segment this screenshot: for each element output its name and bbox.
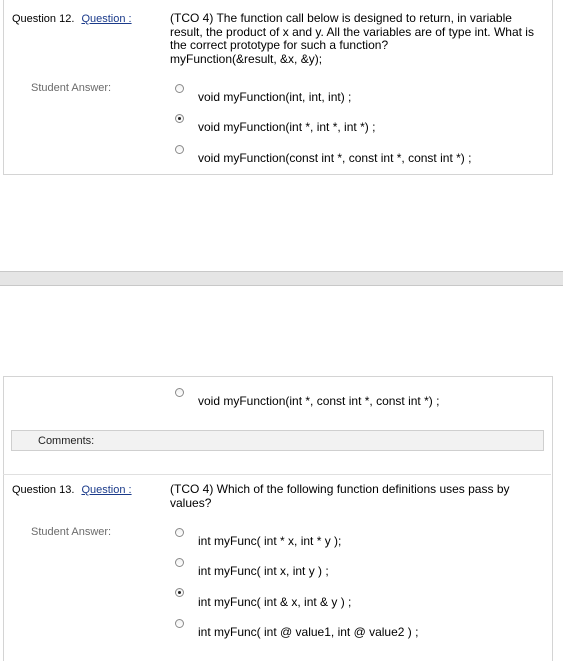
question-12-text — [170, 12, 540, 66]
answer-option-text: int myFunc( int @ value1, int @ value2 ) ; — [198, 625, 419, 639]
question-13-header — [12, 484, 132, 496]
answer-option-text: int myFunc( int * x, int * y ); — [198, 534, 342, 548]
answer-option-text: void myFunction(int *, int *, int *) ; — [198, 120, 376, 134]
answer-option-text: void myFunction(const int *, const int *, const int *) ; — [198, 151, 472, 165]
answer-option-text: int myFunc( int x, int y ) ; — [198, 564, 329, 578]
question-12-header — [12, 13, 132, 25]
student-answer-label: Student Answer: — [31, 526, 112, 538]
student-answer-label: Student Answer: — [31, 82, 112, 94]
answer-radio-selected[interactable] — [175, 114, 184, 123]
answer-option-text: void myFunction(int *, const int *, const int *) ; — [198, 394, 440, 408]
comments-box — [11, 430, 544, 451]
comments-label: Comments: — [38, 435, 95, 447]
question-13-text-line: (TCO 4) Which of the following function definitions uses pass by — [170, 482, 510, 496]
answer-option-text: void myFunction(int, int, int) ; — [198, 90, 352, 104]
page-separator — [0, 271, 563, 286]
answer-radio[interactable] — [175, 145, 184, 154]
question-12-text-line: the correct prototype for such a function? — [170, 38, 389, 52]
question-12-continued-panel — [3, 376, 553, 661]
answer-radio[interactable] — [175, 388, 184, 397]
question-12-link[interactable]: Question : — [81, 13, 132, 25]
answer-radio[interactable] — [175, 619, 184, 628]
question-13-text-line: values? — [170, 495, 212, 510]
answer-radio[interactable] — [175, 84, 184, 93]
question-12-number: Question 12. — [12, 13, 75, 25]
answer-radio[interactable] — [175, 528, 184, 537]
question-13-link[interactable]: Question : — [81, 484, 132, 496]
answer-radio-selected[interactable] — [175, 588, 184, 597]
question-12-text-line: (TCO 4) The function call below is designed to return, in variable — [170, 11, 512, 25]
question-13-text — [170, 483, 540, 510]
question-12-text-line: result, the product of x and y. All the variables are of type int. What is — [170, 24, 534, 39]
question-12-call-example: myFunction(&result, &x, &y); — [170, 51, 323, 66]
question-13-number: Question 13. — [12, 484, 75, 496]
divider — [3, 474, 551, 475]
answer-radio[interactable] — [175, 558, 184, 567]
answer-option-text: int myFunc( int & x, int & y ) ; — [198, 595, 352, 609]
